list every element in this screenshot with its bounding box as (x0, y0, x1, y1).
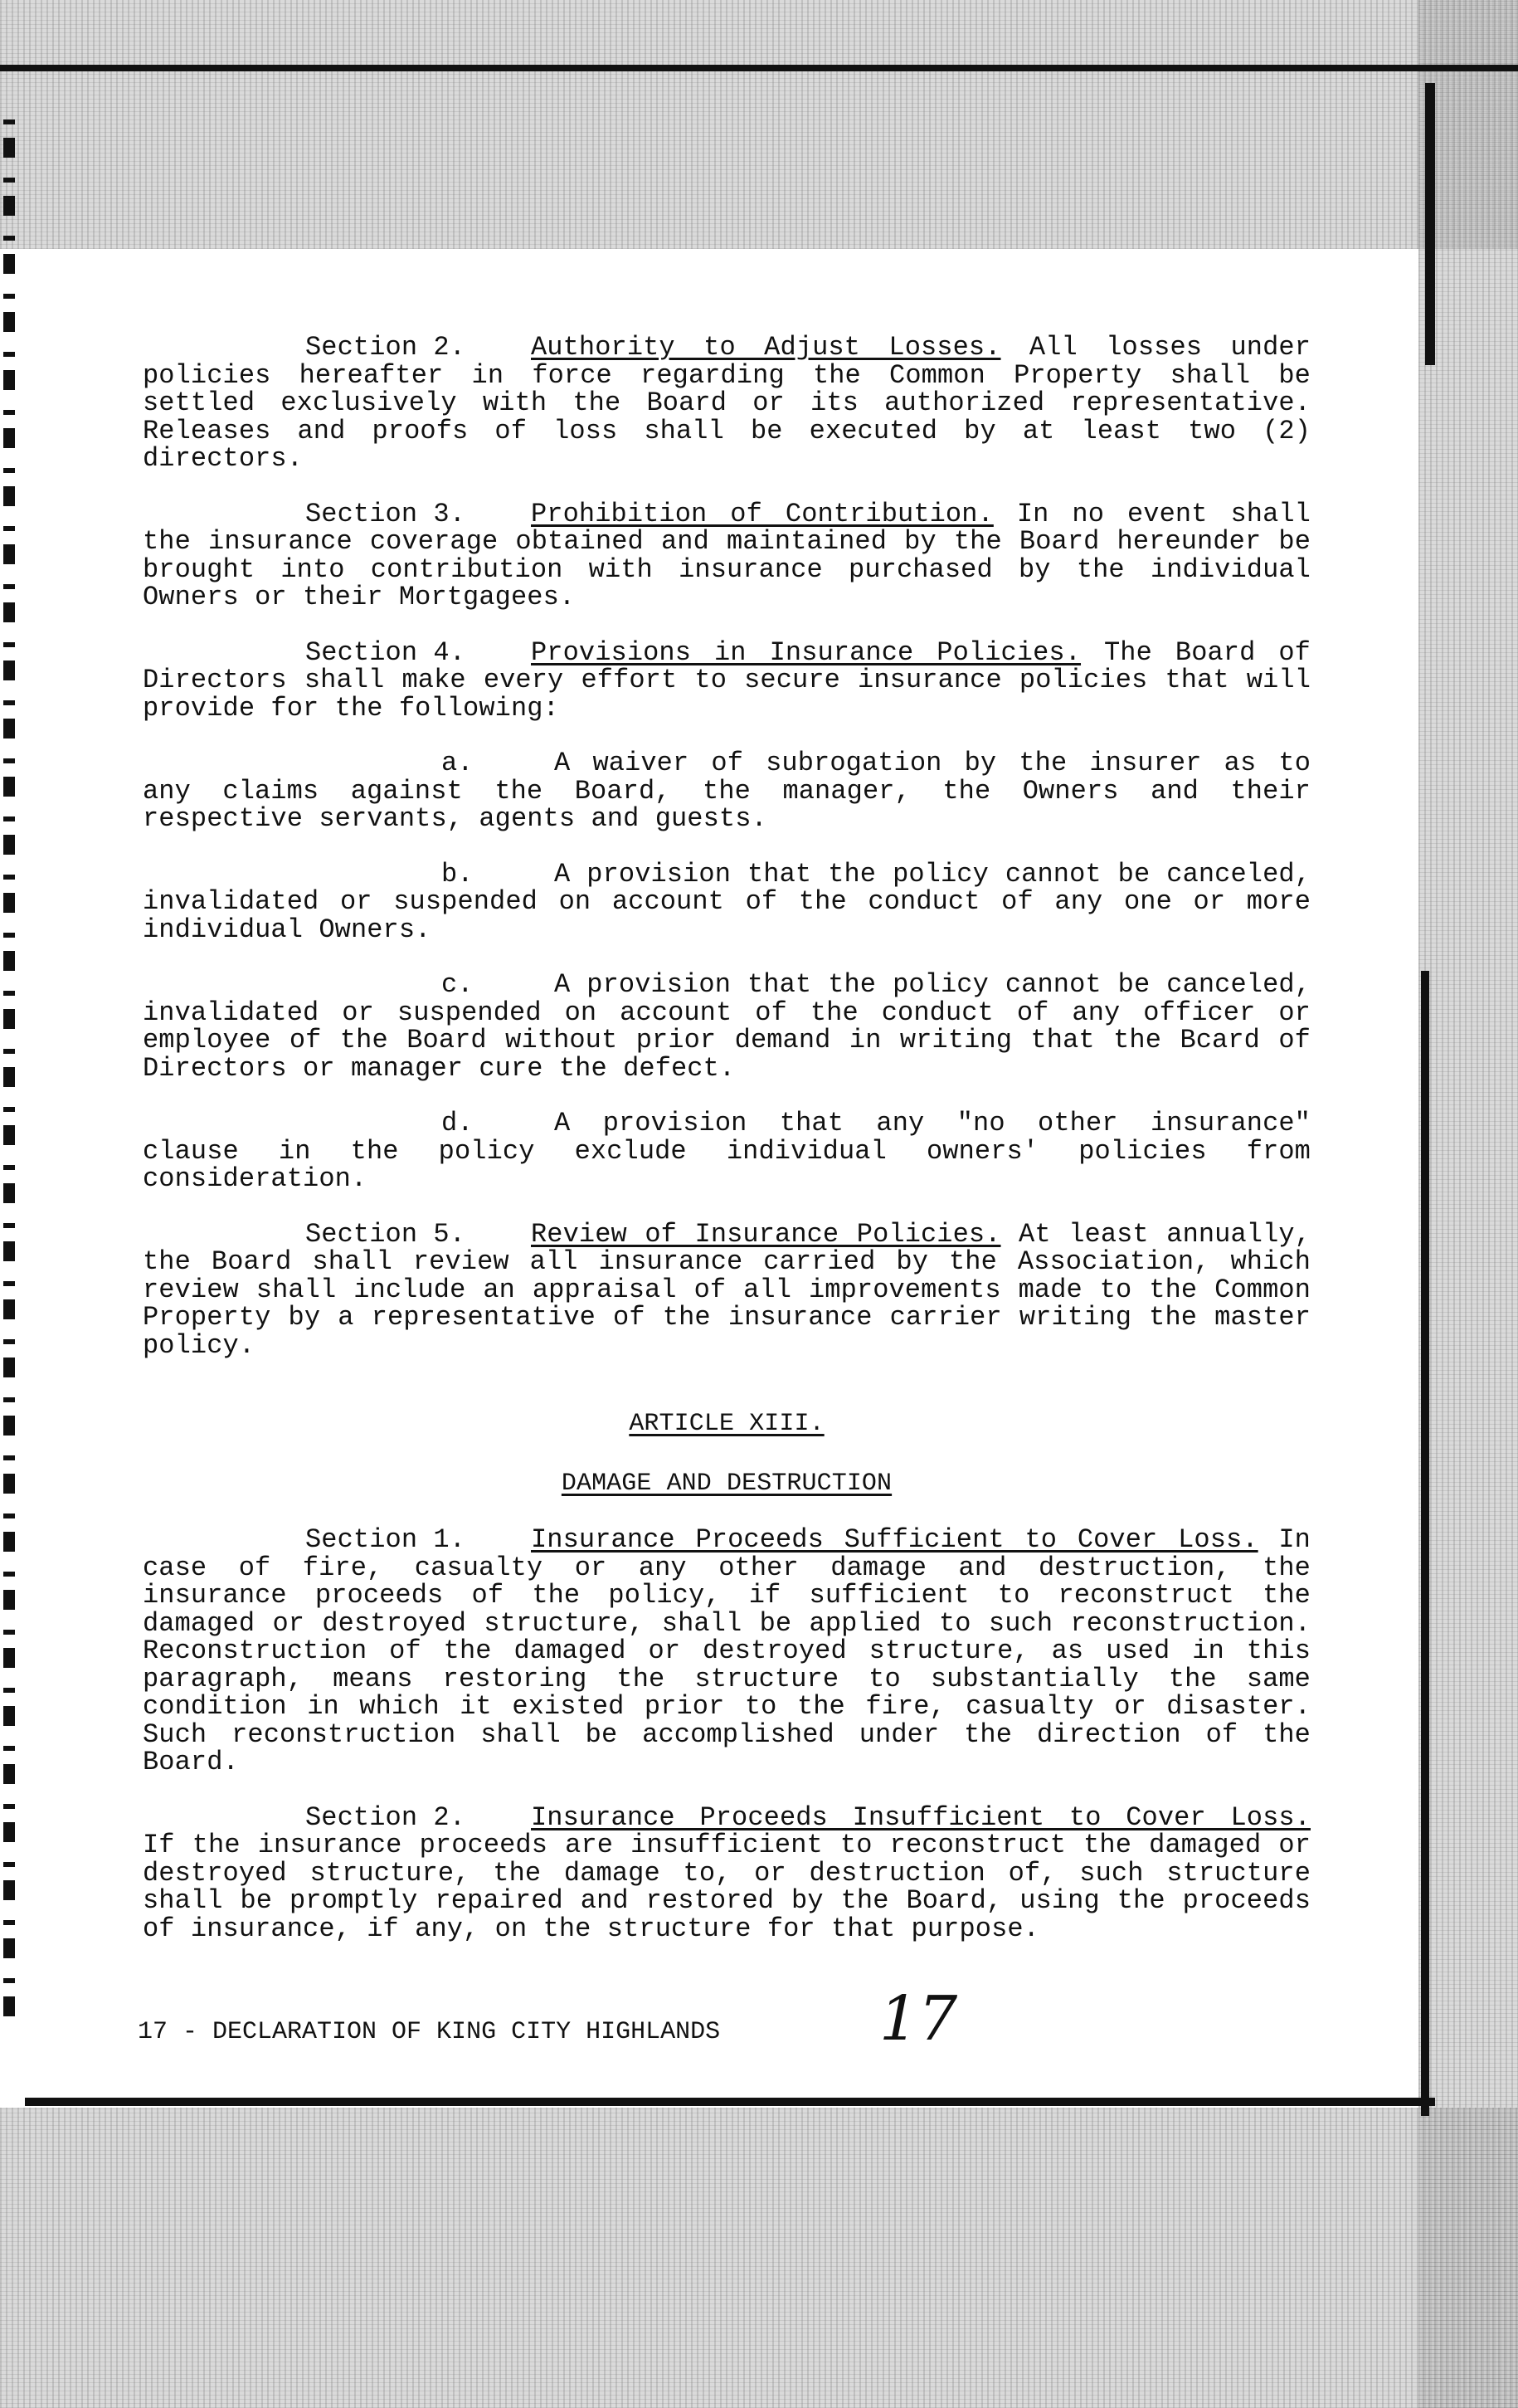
scan-bottom-edge (25, 2098, 1435, 2106)
article-subtitle: DAMAGE AND DESTRUCTION (561, 1469, 893, 1498)
list-item-b (143, 860, 1311, 944)
section-text: In no event shall the insurance coverage obtained and maintained by the Board hereunder be brought into contribution with insurance purchased by the individual Owners or their Mortgagees. (143, 498, 1311, 612)
list-item-d (143, 1109, 1311, 1193)
item-text: A provision that any "no other insurance" clause in the policy exclude individual owners' policies from consideration. (143, 1108, 1311, 1194)
section-text: All losses under policies hereafter in force regarding the Common Property shall be settled exclusively with the Board or its authorized representative. Releases and proofs of loss shall be executed by at least two (2) directors. (143, 332, 1311, 474)
section-2-authority (143, 334, 1311, 473)
item-letter: b. (441, 858, 474, 890)
section-heading: Review of Insurance Policies. (531, 1218, 1001, 1250)
document-body (143, 334, 1311, 1970)
section-heading: Prohibition of Contribution. (531, 498, 994, 529)
item-letter: d. (441, 1108, 474, 1138)
scan-top-edge (0, 65, 1518, 71)
article-section-2 (143, 1801, 1311, 1944)
section-4-provisions (143, 636, 1311, 724)
section-heading: Provisions in Insurance Policies. (531, 636, 1082, 668)
section-3-prohibition (143, 500, 1311, 612)
item-text: A provision that the policy cannot be canceled, invalidated or suspended on account of the conduct of any officer or employee of the Board without prior demand in writing that the Bcard of Directors or manager cure the defect. (143, 969, 1311, 1084)
item-letter: a. (441, 748, 474, 778)
section-label: Section 2. (305, 332, 466, 363)
section-text: The Board of Directors shall make every effort to secure insurance policies that will provide for the following: (143, 636, 1311, 724)
scan-noise-top (0, 0, 1518, 249)
list-item-a (143, 749, 1311, 833)
section-label: Section 3. (305, 498, 466, 529)
item-text: A provision that the policy cannot be canceled, invalidated or suspended on account of the conduct of any one or more individual Owners. (143, 858, 1311, 945)
section-label: Section 2. (305, 1801, 466, 1833)
section-heading: Authority to Adjust Losses. (531, 332, 1001, 363)
handwritten-page-number: 17 (879, 1983, 958, 2055)
section-heading: Insurance Proceeds Sufficient to Cover Loss. (531, 1524, 1258, 1555)
section-label: Section 4. (305, 636, 466, 668)
scan-left-edge (3, 108, 15, 2016)
scan-noise-bottom (0, 2108, 1518, 2408)
section-label: Section 5. (305, 1218, 466, 1250)
article-section-1 (143, 1526, 1311, 1777)
scan-right-edge-upper (1425, 83, 1435, 365)
page-footer: 17 - DECLARATION OF KING CITY HIGHLANDS (138, 2018, 721, 2046)
item-letter: c. (441, 969, 474, 1000)
list-item-c (143, 971, 1311, 1082)
article-title: ARTICLE XIII. (629, 1410, 825, 1438)
section-label: Section 1. (305, 1524, 466, 1555)
scan-right-edge-lower (1421, 971, 1429, 2116)
section-heading: Insurance Proceeds Insufficient to Cover Loss. (531, 1801, 1311, 1833)
section-text: In case of fire, casualty or any other damage and destruction, the insurance proceeds of the policy, if sufficient to reconstruct the damaged or destroyed structure, shall be applied to such reconstruction. Reconstruction of the damaged or destroyed structure, as used in this paragraph, means restoring the structure to substantially the same condition in which it existed prior to the fire, casualty or disaster. Such reconstruction shall be accomplished under the direction of the Board. (143, 1524, 1311, 1777)
section-text: If the insurance proceeds are insufficient to reconstruct the damaged or destroyed structure, the damage to, or destruction of, such structure shall be promptly repaired and restored by the Board, using the proceeds of insurance, if any, on the structure for that purpose. (143, 1830, 1311, 1944)
item-text: A waiver of subrogation by the insurer as to any claims against the Board, the manager, the Owners and their respective servants, agents and guests. (143, 748, 1311, 834)
section-5-review (143, 1218, 1311, 1361)
section-text: At least annually, the Board shall review all insurance carried by the Association, which review shall include an appraisal of all improvements made to the Common Property by a representative of the insurance carrier writing the master policy. (143, 1218, 1311, 1361)
